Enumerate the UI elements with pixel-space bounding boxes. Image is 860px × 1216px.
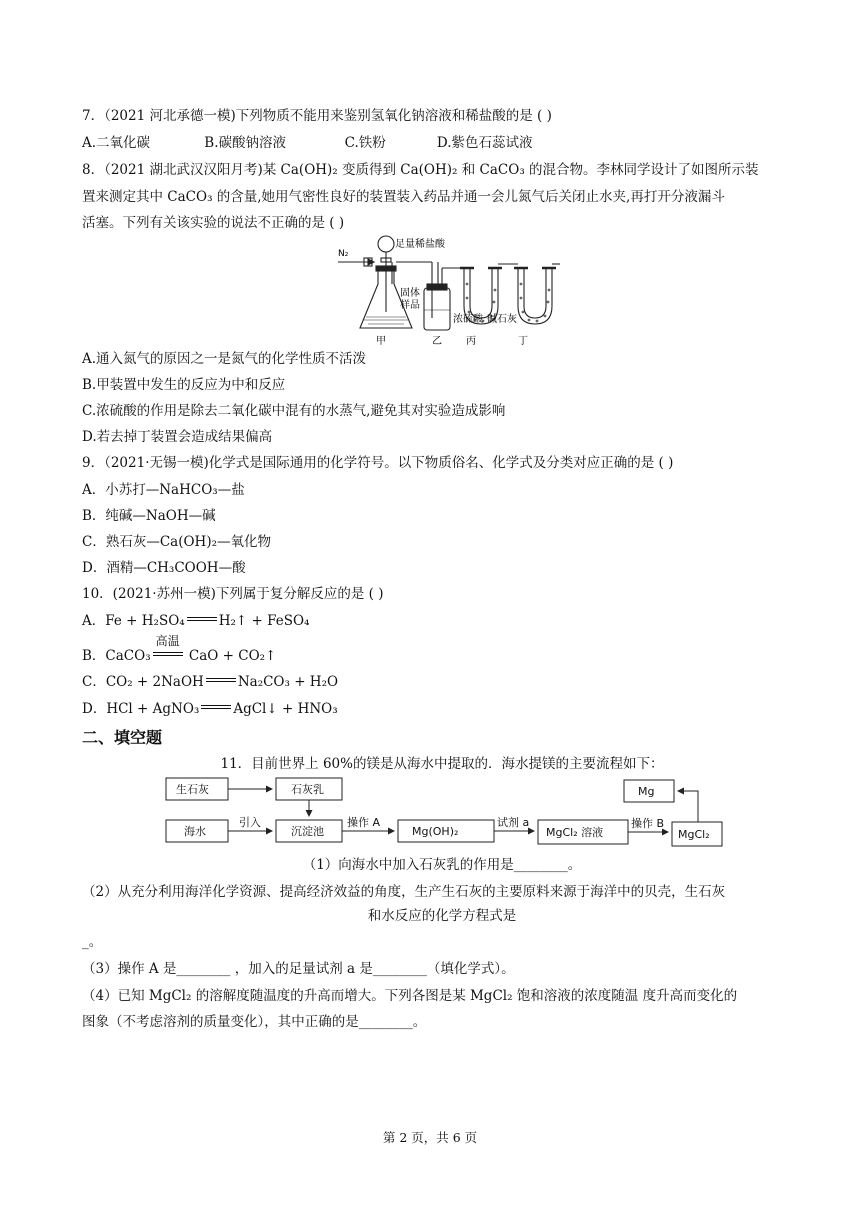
q7-options <box>82 133 533 153</box>
box-seawater: 海水 <box>184 825 206 838</box>
q8-option-d: D.若去掉丁装置会造成结果偏高 <box>82 429 273 445</box>
q10-c-products: Na₂CO₃ + H₂O <box>237 674 339 690</box>
q8-stem-line3: 活塞。下列有关该实验的说法不正确的是 ( ) <box>82 215 345 231</box>
arrow-label-op-b: 操作 B <box>631 817 665 830</box>
equals-sign <box>201 705 231 709</box>
label-solid-2: 样品 <box>400 300 420 311</box>
equals-sign <box>153 652 183 656</box>
label-jia: 甲 <box>376 336 386 347</box>
q10-b-reactants: B．CaCO₃ <box>82 648 151 664</box>
q10-d-reactants: D．HCl + AgNO₃ <box>82 701 200 717</box>
q10-option-d <box>82 699 338 719</box>
arrow-label-reagent: 试剂 a <box>497 816 530 829</box>
q7-stem: 7．（2021 河北承德一模)下列物质不能用来鉴别氢氧化钠溶液和稀盐酸的是 ( ) <box>82 108 552 124</box>
q9-stem: 9．（2021·无锡一模)化学式是国际通用的化学符号。以下物质俗名、化学式及分类对应正确的是 ( ) <box>82 455 674 471</box>
q11-part2-line3: _。 <box>82 934 103 950</box>
label-yi: 乙 <box>432 336 442 347</box>
equals-sign <box>187 617 217 621</box>
box-mgcl2-solution: MgCl₂ 溶液 <box>546 826 604 839</box>
box-mg: Mg <box>638 785 655 798</box>
box-lime-milk: 石灰乳 <box>291 783 324 796</box>
box-mgoh2: Mg(OH)₂ <box>412 825 459 838</box>
label-bing: 丙 <box>466 336 476 347</box>
q7-option-c: C.铁粉 <box>344 135 386 151</box>
q8-option-a: A.通入氮气的原因之一是氮气的化学性质不活泼 <box>82 351 367 367</box>
label-h2so4: 浓硫酸 <box>453 314 483 325</box>
section-title: 二、填空题 <box>82 728 163 747</box>
equals-sign <box>206 678 236 682</box>
q11-part3: （3）操作 A 是________ ，加入的足量试剂 a 是________（填化学式）。 <box>82 961 515 977</box>
q10-d-products: AgCl↓ + HNO₃ <box>233 701 338 717</box>
q9-option-b: B．纯碱—NaOH—碱 <box>82 508 216 524</box>
q8-apparatus-figure <box>338 232 560 347</box>
box-quicklime: 生石灰 <box>176 783 209 796</box>
q7-option-a: A.二氧化碳 <box>82 135 151 151</box>
page-footer: 第 2 页，共 6 页 <box>382 1130 478 1145</box>
q10-option-b <box>82 634 277 666</box>
q9-option-a: A．小苏打—NaHCO₃—盐 <box>82 482 245 498</box>
q9-option-d: D．酒精—CH₃COOH—酸 <box>82 560 246 576</box>
label-soda-lime: 碱石灰 <box>487 314 517 325</box>
q8-stem-line2: 置来测定其中 CaCO₃ 的含量,她用气密性良好的装置装入药品并通一会儿氮气后关闭止水夹,再打开分液漏斗 <box>82 189 725 205</box>
box-tank: 沉淀池 <box>291 825 324 838</box>
q7-option-b: B.碳酸钠溶液 <box>204 135 287 151</box>
q11-flowchart <box>164 774 724 850</box>
label-solid-1: 固体 <box>400 288 420 299</box>
q8-option-b: B.甲装置中发生的反应为中和反应 <box>82 377 286 393</box>
q10-stem: 10．(2021·苏州一模)下列属于复分解反应的是 ( ) <box>82 586 384 602</box>
q11-part2-line2: 和水反应的化学方程式是 <box>367 908 517 924</box>
q11-part4-line1: （4）已知 MgCl₂ 的溶解度随温度的升高而增大。下列各图是某 MgCl₂ 饱和溶液的浓度随温 度升高而变化的 <box>82 988 738 1004</box>
q8-stem-line1: 8．（2021 湖北武汉汉阳月考)某 Ca(OH)₂ 变质得到 Ca(OH)₂ 和 CaCO₃ 的混合物。李林同学设计了如图所示装 <box>82 162 759 178</box>
q10-a-reactants: A．Fe + H₂SO₄ <box>82 613 185 629</box>
q10-a-products: H₂↑ + FeSO₄ <box>218 613 310 629</box>
q10-option-a <box>82 611 309 631</box>
q10-c-reactants: C．CO₂ + 2NaOH <box>82 674 204 690</box>
q11-part1: （1）向海水中加入石灰乳的作用是________。 <box>302 857 582 873</box>
q10-b-products: CaO + CO₂↑ <box>184 648 277 664</box>
arrow-label-op-a: 操作 A <box>347 816 381 829</box>
q7-option-d: D.紫色石蕊试液 <box>436 135 533 151</box>
arrow-label-intro: 引入 <box>239 816 261 829</box>
q11-part2-line1: （2）从充分利用海洋化学资源、提高经济效益的角度，生产生石灰的主要原料来源于海洋中的贝壳，生石灰 <box>82 884 726 900</box>
q11-stem: 11．目前世界上 60%的镁是从海水中提取的．海水提镁的主要流程如下： <box>220 756 664 772</box>
label-n2: N₂ <box>338 249 349 259</box>
q10-b-condition: 高温 <box>155 634 180 648</box>
q8-option-c: C.浓硫酸的作用是除去二氧化碳中混有的水蒸气,避免其对实验造成影响 <box>82 403 506 419</box>
q10-option-c <box>82 672 338 692</box>
q11-part4-line2: 图象（不考虑溶剂的质量变化），其中正确的是________。 <box>82 1014 427 1030</box>
label-acid: 足量稀盐酸 <box>395 239 445 250</box>
label-ding: 丁 <box>518 336 528 347</box>
q9-option-c: C．熟石灰—Ca(OH)₂—氧化物 <box>82 534 271 550</box>
box-mgcl2: MgCl₂ <box>678 828 710 841</box>
